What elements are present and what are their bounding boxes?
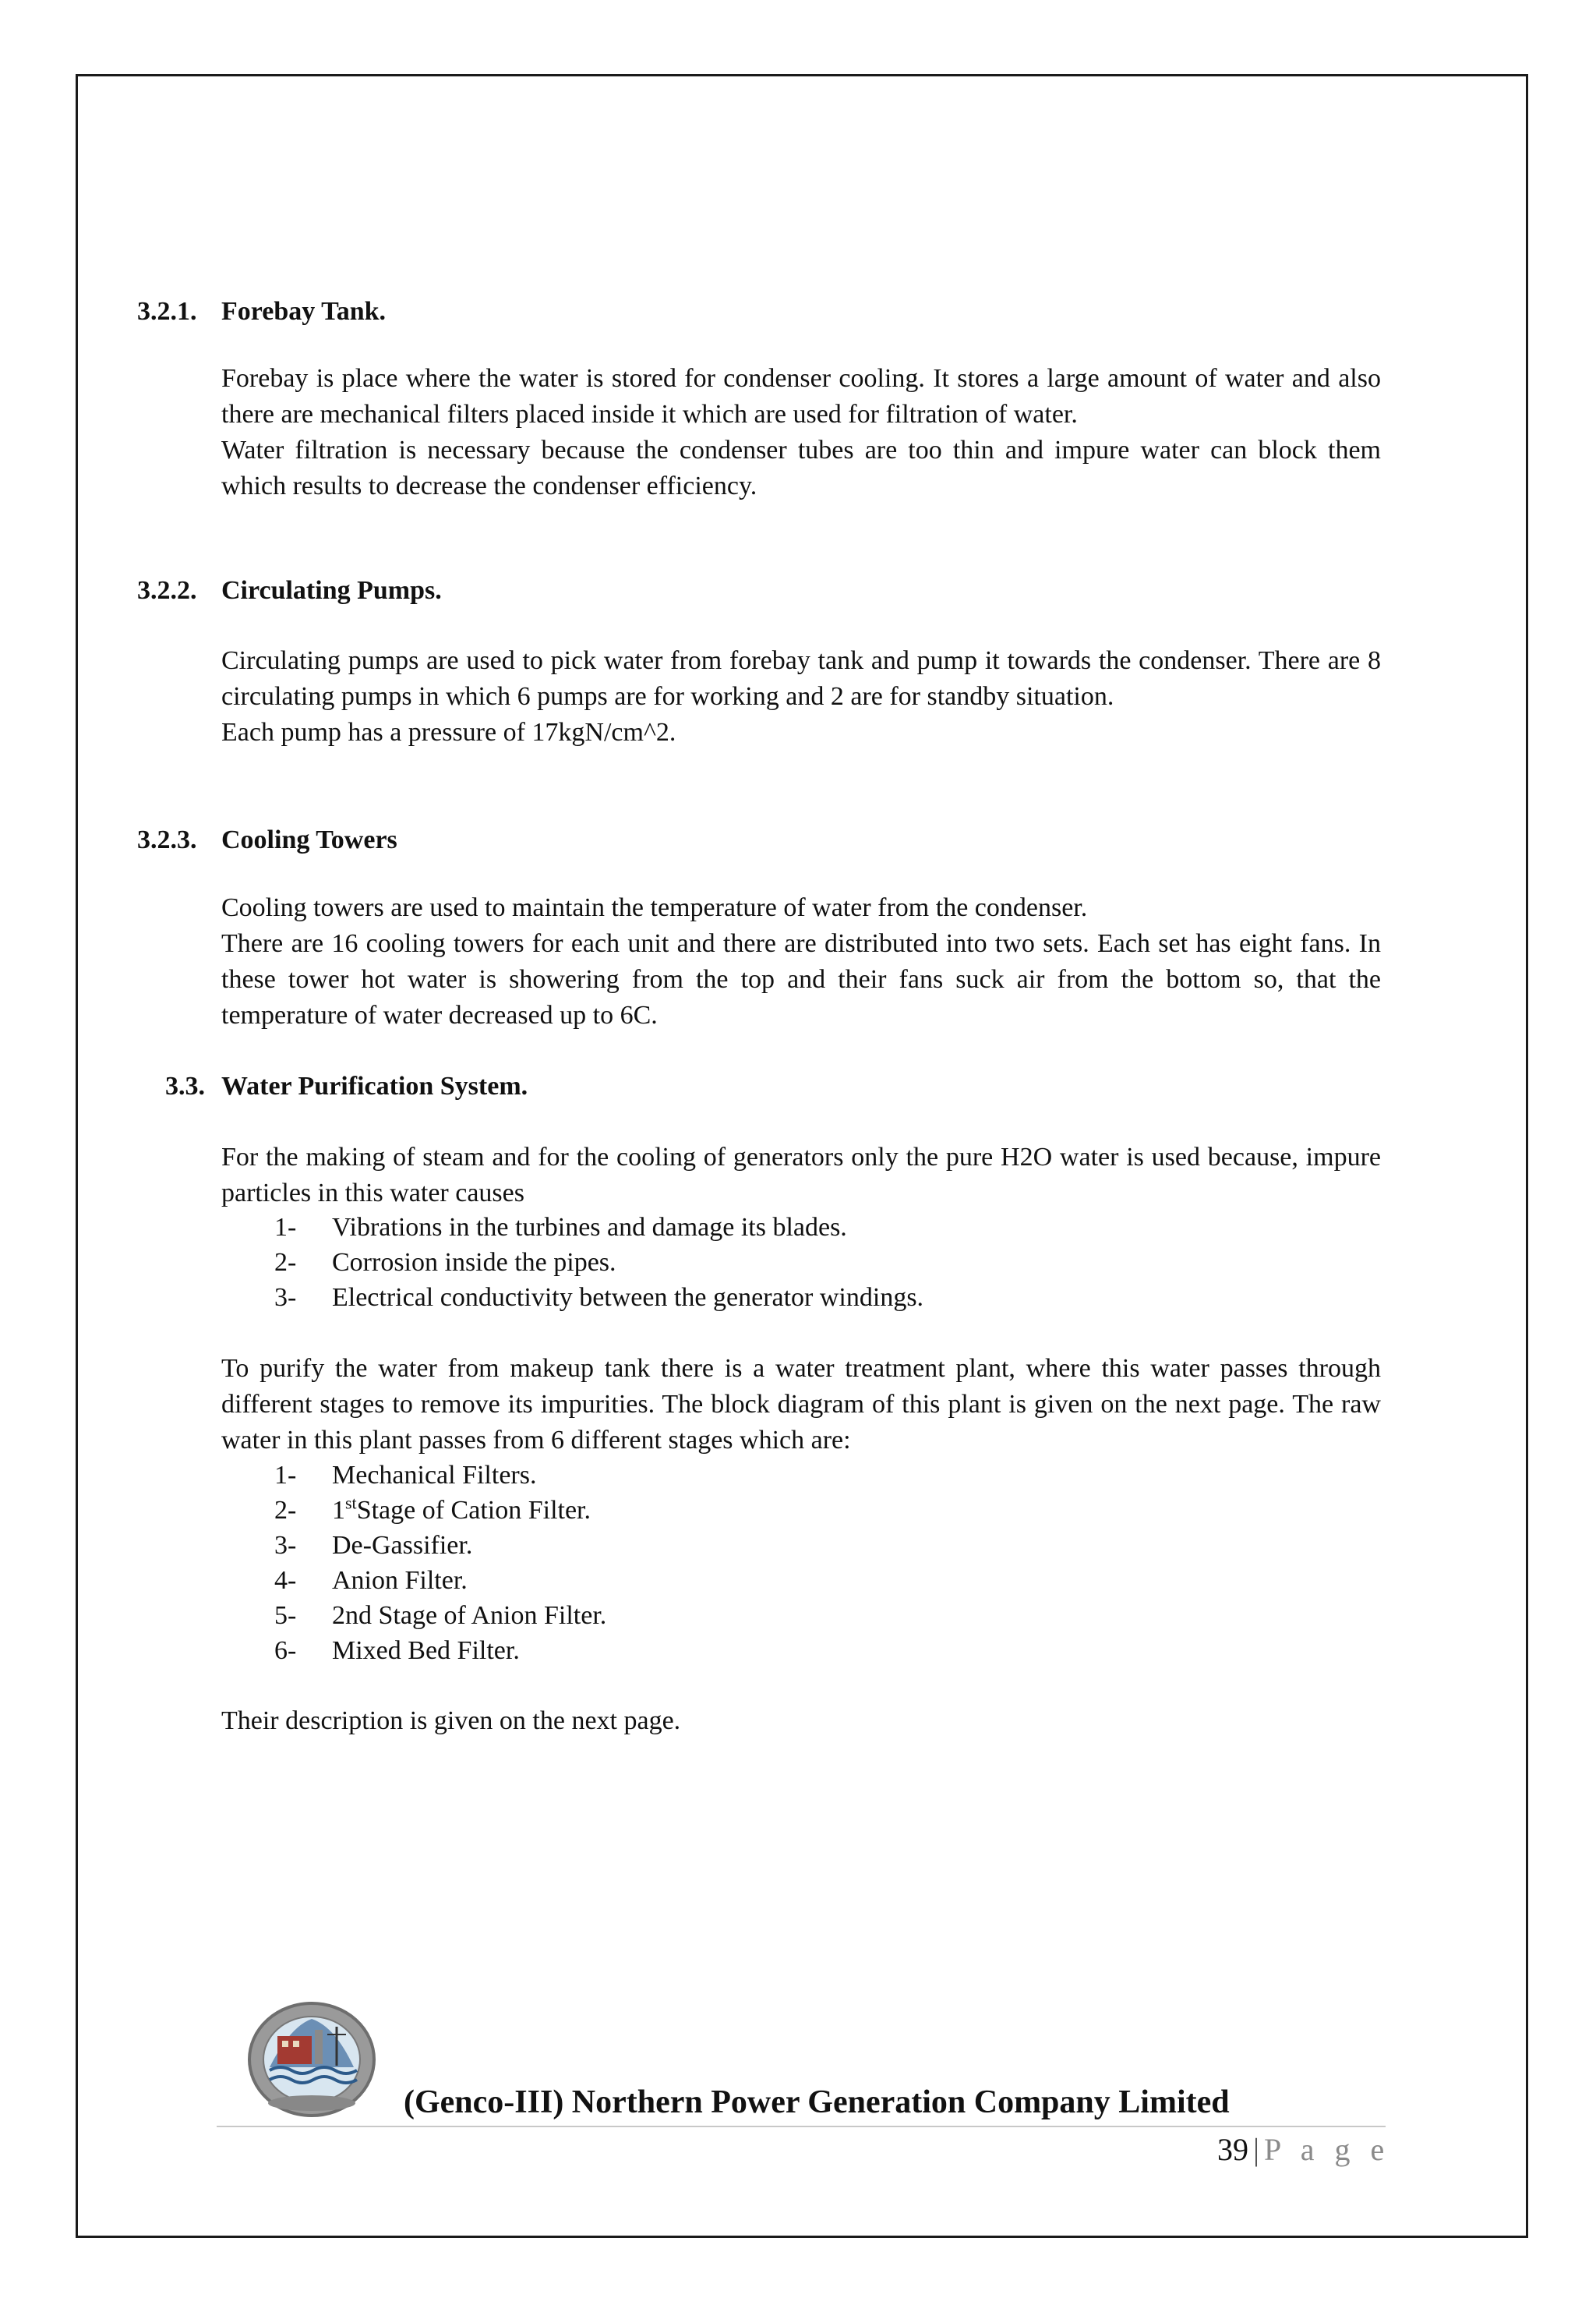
paragraph-forebay bbox=[221, 361, 1381, 504]
section-title: Forebay Tank. bbox=[221, 297, 387, 326]
paragraph-circulating-pumps bbox=[221, 643, 1381, 751]
section-title: Water Purification System. bbox=[221, 1072, 528, 1101]
list-item: 3- Electrical conductivity between the generator windings. bbox=[274, 1283, 924, 1312]
paragraph-text: Circulating pumps are used to pick water from forebay tank and pump it towards the condenser. There are 8 circulating pumps in which 6 pumps are for working and 2 are for standby situation. bbox=[221, 646, 1381, 711]
section-heading-3-2-1 bbox=[137, 296, 386, 327]
company-name: (Genco-III) Northern Power Generation Company Limited bbox=[404, 2084, 1230, 2120]
paragraph-text: Their description is given on the next page. bbox=[221, 1706, 681, 1735]
section-number: 3.2.1. bbox=[137, 297, 197, 326]
section-number: 3.3. bbox=[165, 1072, 205, 1101]
section-heading-3-2-2 bbox=[137, 575, 442, 606]
list-item: 6- Mixed Bed Filter. bbox=[274, 1636, 520, 1665]
footer-divider bbox=[217, 2126, 1386, 2127]
page-separator: | bbox=[1253, 2132, 1260, 2167]
paragraph-text: To purify the water from makeup tank there is a water treatment plant, where this water passes through different stages to remove its impurities. The block diagram of this plant is given on the next page. The raw water in this plant passes from 6 different stages which are: bbox=[221, 1354, 1381, 1455]
impurity-effects-list bbox=[274, 1210, 1365, 1315]
list-item: 2- 1stStage of Cation Filter. bbox=[274, 1493, 591, 1525]
list-item: 1- Mechanical Filters. bbox=[274, 1461, 537, 1490]
page-number-value: 39 bbox=[1217, 2132, 1248, 2167]
list-item: 5- 2nd Stage of Anion Filter. bbox=[274, 1601, 607, 1630]
paragraph-treatment-plant bbox=[221, 1351, 1381, 1458]
section-number: 3.2.2. bbox=[137, 576, 197, 605]
paragraph-text: Each pump has a pressure of 17kgN/cm^2. bbox=[221, 718, 676, 747]
section-heading-3-2-3 bbox=[137, 825, 397, 856]
section-heading-3-3 bbox=[165, 1071, 528, 1102]
list-item: 2- Corrosion inside the pipes. bbox=[274, 1248, 616, 1277]
paragraph-cooling-towers bbox=[221, 890, 1381, 1034]
section-title: Cooling Towers bbox=[221, 825, 397, 854]
treatment-stages-list bbox=[274, 1458, 1365, 1668]
paragraph-text: For the making of steam and for the cooling of generators only the pure H2O water is used because, impure particles in this water causes bbox=[221, 1143, 1381, 1207]
paragraph-purification-intro bbox=[221, 1140, 1381, 1211]
paragraph-text: Forebay is place where the water is stored for condenser cooling. It stores a large amount of water and also there are mechanical filters placed inside it which are used for filtration of water. bbox=[221, 364, 1381, 429]
company-seal-icon bbox=[243, 1996, 380, 2120]
paragraph-closing bbox=[221, 1703, 1381, 1739]
list-item: 3- De-Gassifier. bbox=[274, 1531, 473, 1560]
page-label: P a g e bbox=[1264, 2132, 1391, 2167]
section-title: Circulating Pumps. bbox=[221, 576, 442, 605]
list-item: 4- Anion Filter. bbox=[274, 1566, 468, 1595]
paragraph-text: Water filtration is necessary because the condenser tubes are too thin and impure water can block them which results to decrease the condenser efficiency. bbox=[221, 436, 1381, 500]
page-number bbox=[1217, 2131, 1390, 2169]
paragraph-text: Cooling towers are used to maintain the temperature of water from the condenser. bbox=[221, 893, 1088, 922]
list-item: 1- Vibrations in the turbines and damage its blades. bbox=[274, 1213, 847, 1242]
section-number: 3.2.3. bbox=[137, 825, 197, 854]
paragraph-text: There are 16 cooling towers for each unit and there are distributed into two sets. Each set has eight fans. In these tower hot water is showering from the top and their fans suck air from the bottom so, that the temperature of water decreased up to 6C. bbox=[221, 929, 1381, 1030]
